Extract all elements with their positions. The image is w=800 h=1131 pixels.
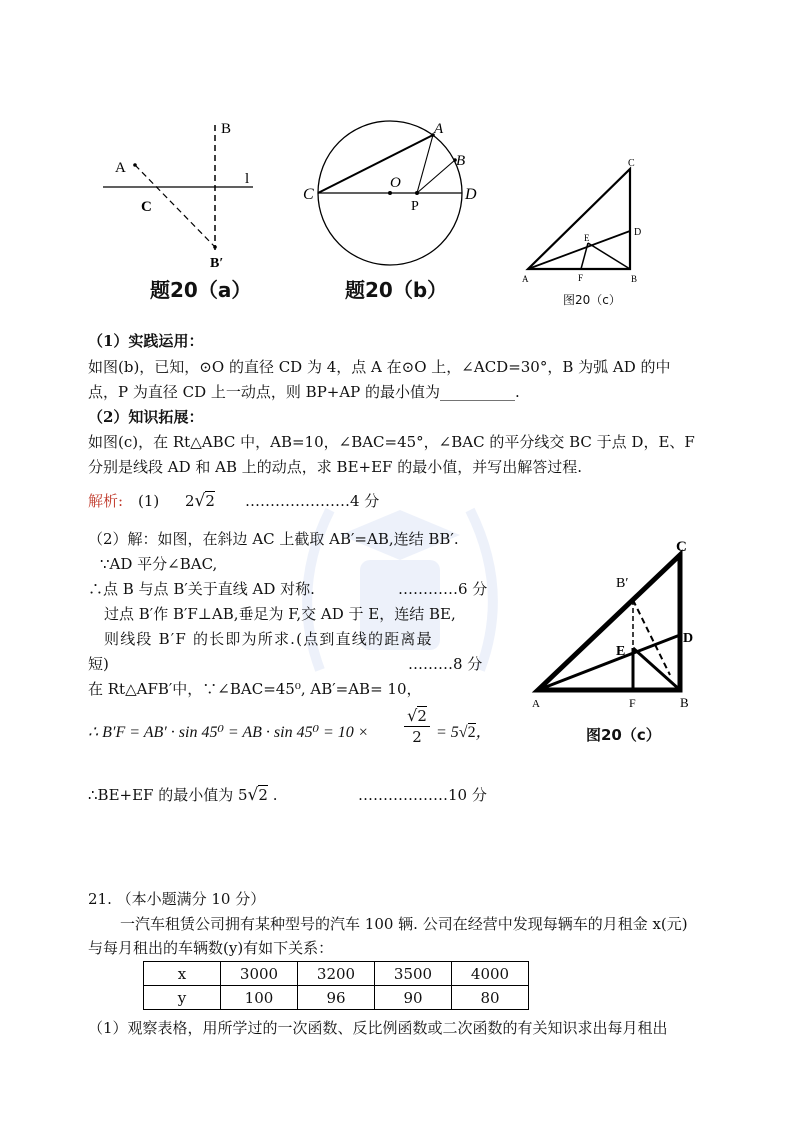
label-F: F <box>578 273 584 283</box>
label-O: O <box>390 175 401 191</box>
table-cell: x <box>144 962 221 986</box>
figure-c <box>515 155 655 290</box>
solution-step3: ∴点 B 与点 B′关于直线 AD 对称. <box>88 580 315 598</box>
table-row <box>144 986 529 1010</box>
table-cell: 80 <box>452 986 529 1010</box>
label-D: D <box>683 631 694 646</box>
q21-title: 21. （本小题满分 10 分） <box>88 890 266 908</box>
figure-b <box>300 115 485 285</box>
figure-c-large-caption: 图20（c） <box>586 726 661 744</box>
part2-line2: 分别是线段 AD 和 AB 上的动点，求 BE+EF 的最小值，并写出解答过程. <box>88 458 582 476</box>
label-D: D <box>634 227 642 238</box>
label-A: A <box>115 160 126 176</box>
solution-label: 解析: <box>88 492 124 510</box>
label-l: l <box>245 171 250 187</box>
fraction-sqrt2-over-2: √2 2 <box>404 706 430 747</box>
label-B: B <box>456 153 466 169</box>
label-A: A <box>434 121 444 137</box>
q21-line3: （1）观察表格，用所学过的一次函数、反比例函数或二次函数的有关知识求出每月租出 <box>88 1019 668 1037</box>
solution-conclusion-score: ………………10 分 <box>358 786 487 804</box>
table-cell: 96 <box>298 986 375 1010</box>
solution-step1: （2）解：如图，在斜边 AC 上截取 AB′=AB,连结 BB′. <box>88 530 459 548</box>
label-E: E <box>584 233 590 243</box>
solution-step6-score: ………8 分 <box>408 655 483 673</box>
table-row <box>144 962 529 986</box>
label-C: C <box>141 199 152 215</box>
solution-conclusion: ∴BE+EF 的最小值为 5√2 . <box>88 785 278 805</box>
solution-equation: ∴ B′F = AB′ · sin 45⁰ = AB · sin 45⁰ = 10 × <box>88 724 369 741</box>
table-cell: 3200 <box>298 962 375 986</box>
part1-line1: 如图(b)，已知，⊙O 的直径 CD 为 4，点 A 在⊙O 上，∠ACD=30°，B 为弧 AD 的中 <box>88 358 671 376</box>
label-P: P <box>411 199 419 214</box>
part1-line2: 点，P 为直径 CD 上一动点，则 BP+AP 的最小值为__________. <box>88 383 520 401</box>
table-cell: 3000 <box>221 962 298 986</box>
label-C: C <box>628 158 635 169</box>
label-A: A <box>532 698 540 710</box>
label-Bp: B′ <box>210 256 224 271</box>
solution-step3-score: …………6 分 <box>398 580 488 598</box>
table-cell: y <box>144 986 221 1010</box>
label-B: B <box>221 121 232 137</box>
part1-heading: （1）实践运用： <box>88 332 204 350</box>
part2-line1: 如图(c)，在 Rt△ABC 中，AB=10，∠BAC=45°，∠BAC 的平分线交 BC 于点 D，E、F <box>88 433 695 451</box>
answer1-score: …………………4 分 <box>245 492 380 510</box>
answer1-value: 2√2 <box>185 491 215 511</box>
label-F: F <box>629 696 636 710</box>
answer1-number: (1) <box>138 492 160 510</box>
solution-step4: 过点 B′作 B′F⊥AB,垂足为 F,交 AD 于 E，连结 BE, <box>104 605 456 623</box>
part2-heading: （2）知识拓展： <box>88 408 204 426</box>
table-cell: 100 <box>221 986 298 1010</box>
label-A: A <box>522 274 529 284</box>
q21-data-table <box>143 961 529 1010</box>
figure-b-caption: 题20（b） <box>345 278 448 302</box>
figure-c-large <box>530 535 710 750</box>
q21-line2: 与每月租出的车辆数(y)有如下关系： <box>88 939 334 957</box>
solution-step7: 在 Rt△AFB′中，∵∠BAC=45⁰, AB′=AB= 10， <box>88 680 422 698</box>
solution-step2: ∵AD 平分∠BAC, <box>100 555 218 573</box>
label-Bp: B′ <box>616 576 629 591</box>
table-cell: 3500 <box>375 962 452 986</box>
label-D: D <box>465 186 477 203</box>
label-E: E <box>616 644 626 659</box>
label-C: C <box>676 539 687 555</box>
table-cell: 4000 <box>452 962 529 986</box>
label-C: C <box>303 186 314 203</box>
solution-step5: 则线段 B′F 的长即为所求.(点到直线的距离最 <box>104 630 433 648</box>
q21-line1: 一汽车租赁公司拥有某种型号的汽车 100 辆. 公司在经营中发现每辆车的月租金 x(元) <box>120 915 688 933</box>
label-B: B <box>631 274 638 284</box>
figure-c-caption: 图20（c） <box>563 293 621 307</box>
solution-step6: 短) <box>88 655 109 673</box>
figure-a-caption: 题20（a） <box>150 278 252 302</box>
table-cell: 90 <box>375 986 452 1010</box>
label-B: B <box>680 695 689 710</box>
equation-result: = 5√2， <box>436 724 492 741</box>
